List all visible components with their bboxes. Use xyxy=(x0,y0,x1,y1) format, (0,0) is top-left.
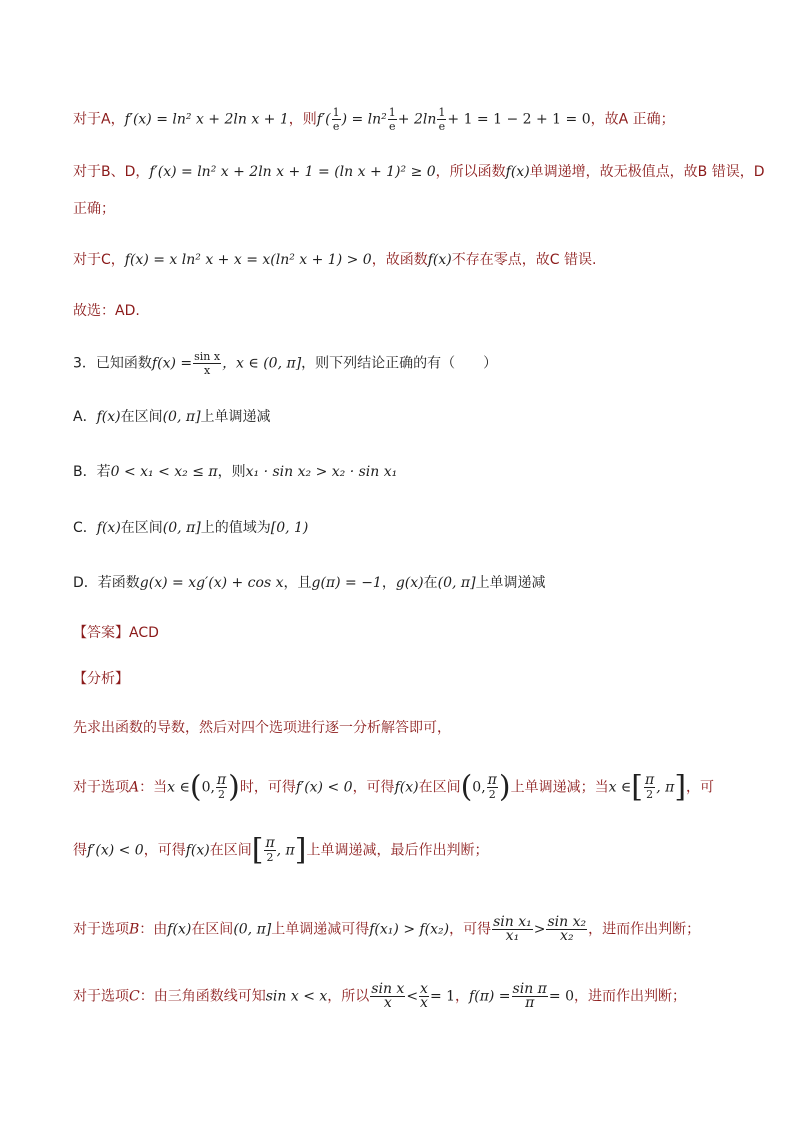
formula: + 2ln xyxy=(397,111,437,128)
paren-left: ( xyxy=(460,769,473,805)
fraction-numerator: x xyxy=(420,981,428,997)
formula: f′(x) < 0 xyxy=(87,842,144,859)
formula: 0 < x₁ < x₂ ≤ π xyxy=(110,464,218,480)
option-letter: C xyxy=(129,988,140,1005)
fraction-denominator: π xyxy=(525,995,535,1011)
bracket-left: [ xyxy=(631,769,644,805)
fraction-denominator: 2 xyxy=(266,851,274,864)
bracket-right: ] xyxy=(294,832,307,868)
fraction-numerator: 1 xyxy=(388,106,396,119)
solution-line-bd xyxy=(73,162,765,182)
formula: 0, xyxy=(201,779,215,796)
text: 得 xyxy=(73,842,87,859)
fraction-numerator: π xyxy=(265,835,275,851)
solution-line-a xyxy=(73,106,675,133)
question-suffix: ，则下列结论正确的有（ ） xyxy=(301,355,498,372)
paren-left: ( xyxy=(189,769,202,805)
formula: f(x) xyxy=(185,842,210,859)
text: 对于选项 xyxy=(73,921,129,938)
fraction-denominator: e xyxy=(438,120,446,133)
question-prefix: 3．已知函数 xyxy=(73,355,152,372)
fraction-denominator: x₂ xyxy=(560,928,574,944)
formula: f′(x) = ln² x + 2ln x + 1 = (ln x + 1)² ≥ 0 xyxy=(149,164,436,180)
analysis-option-a-continued xyxy=(73,832,489,868)
text: ， xyxy=(455,988,470,1005)
analysis-heading xyxy=(73,669,129,689)
option-label: C． xyxy=(73,520,97,536)
fraction-numerator: sin π xyxy=(512,981,547,997)
text: 在区间 xyxy=(120,409,163,425)
formula: g(x) xyxy=(395,575,424,591)
text: ，所以 xyxy=(327,988,370,1005)
text: ，可得 xyxy=(143,842,186,859)
text: ，且 xyxy=(283,575,312,591)
paren-right: ) xyxy=(228,769,240,805)
formula: ) = ln² xyxy=(341,111,387,128)
fraction-denominator: e xyxy=(332,120,340,133)
fraction xyxy=(644,774,655,801)
formula: f(x) = x ln² x + x = x(ln² x + 1) > 0 xyxy=(124,252,372,268)
fraction xyxy=(332,106,341,133)
text-suffix: 单调递增，故无极值点，故B 错误，D xyxy=(529,164,765,180)
text: ，可得 xyxy=(449,921,492,938)
formula: f(x₁) > f(x₂) xyxy=(369,921,450,938)
fraction-numerator: sin x₁ xyxy=(493,914,532,930)
text-prefix: 对于B、D， xyxy=(73,164,150,180)
fraction xyxy=(264,837,275,864)
formula: g(π) = −1 xyxy=(311,575,382,591)
text: 上的值域为 xyxy=(200,520,271,536)
fraction-denominator: 2 xyxy=(646,788,654,801)
text: 在 xyxy=(423,575,438,591)
text: ，可得 xyxy=(352,779,395,796)
fraction-denominator: x xyxy=(383,995,392,1011)
fraction xyxy=(437,106,446,133)
formula: = 0 xyxy=(548,988,574,1005)
text-prefix: 对于A， xyxy=(73,111,125,128)
solution-line-continued xyxy=(73,199,115,219)
fraction-denominator: x xyxy=(420,995,428,1011)
text: 上单调递减可得 xyxy=(271,921,370,938)
formula: f′(x) < 0 xyxy=(295,779,353,796)
fraction xyxy=(370,983,405,1010)
text-prefix: 对于C， xyxy=(73,252,125,268)
text: 上单调递减 xyxy=(200,409,271,425)
formula: f(x) xyxy=(505,164,530,180)
question-3 xyxy=(73,350,497,377)
option-label: B．若 xyxy=(73,464,111,480)
conclusion-line xyxy=(73,301,140,321)
fraction xyxy=(546,916,587,943)
formula: [0, 1) xyxy=(270,520,309,536)
formula: (0, π] xyxy=(233,921,272,938)
fraction-denominator: 2 xyxy=(488,788,496,801)
fraction-numerator: 1 xyxy=(332,106,340,119)
text: 上单调递减，最后作出判断； xyxy=(306,842,489,859)
formula: g(x) = xg′(x) + cos x xyxy=(139,575,284,591)
solution-line-c xyxy=(73,250,596,270)
formula: x ∈ xyxy=(167,779,190,796)
fraction-denominator: 2 xyxy=(218,788,226,801)
formula: x₁ · sin x₂ > x₂ · sin x₁ xyxy=(245,464,398,480)
option-label: A． xyxy=(73,409,97,425)
analysis-option-b xyxy=(73,916,700,943)
formula: = 1 xyxy=(429,988,456,1005)
fraction xyxy=(512,983,548,1010)
text: 在区间 xyxy=(418,779,461,796)
fraction-numerator: π xyxy=(216,772,227,788)
answer-value: ACD xyxy=(129,625,159,641)
operator: < xyxy=(406,988,419,1005)
formula: sin x < x xyxy=(265,988,328,1005)
text: 故选：AD. xyxy=(73,303,140,319)
analysis-option-a xyxy=(73,769,715,805)
fraction xyxy=(419,983,429,1010)
formula: (0, π] xyxy=(162,520,201,536)
text: ，则 xyxy=(217,464,246,480)
formula: f(x) xyxy=(96,520,121,536)
text: ，进而作出判断； xyxy=(588,921,701,938)
formula: (0, π] xyxy=(162,409,201,425)
text: 先求出函数的导数，然后对四个选项进行逐一分析解答即可， xyxy=(73,720,451,736)
paren-right: ) xyxy=(498,769,511,805)
text: 上单调递减；当 xyxy=(510,779,609,796)
text: ：由三角函数线可知 xyxy=(139,988,266,1005)
formula: , π xyxy=(276,842,295,859)
text-suffix: ，故A 正确； xyxy=(590,111,675,128)
formula: f(x) xyxy=(394,779,419,796)
formula: f(x) xyxy=(96,409,121,425)
text: ：由 xyxy=(139,921,168,938)
fraction-numerator: π xyxy=(487,772,497,788)
formula: 0, xyxy=(472,779,486,796)
text: 在区间 xyxy=(120,520,163,536)
option-label: D．若函数 xyxy=(73,575,140,591)
formula: f(x) = xyxy=(151,355,193,372)
answer-label: 【答案】 xyxy=(73,625,129,641)
formula: (0, π] xyxy=(437,575,476,591)
formula: , π xyxy=(656,779,675,796)
fraction-numerator: 1 xyxy=(438,106,446,119)
text: ，则 xyxy=(288,111,317,128)
option-a xyxy=(73,407,271,427)
fraction xyxy=(193,350,221,377)
formula: f(x) xyxy=(427,252,452,268)
option-b xyxy=(73,462,397,482)
fraction-denominator: x₁ xyxy=(505,928,520,944)
text: 在区间 xyxy=(191,921,234,938)
fraction xyxy=(216,774,227,801)
text: 上单调递减 xyxy=(475,575,546,591)
analysis-intro xyxy=(73,718,451,738)
formula: f′(x) = ln² x + 2ln x + 1 xyxy=(124,111,289,128)
option-letter: A xyxy=(129,779,140,796)
text: ， xyxy=(381,575,396,591)
text: 正确； xyxy=(73,201,115,217)
fraction xyxy=(492,916,533,943)
bracket-right: ] xyxy=(674,769,687,805)
text: 时，可得 xyxy=(239,779,296,796)
fraction xyxy=(388,106,397,133)
text: 对于选项 xyxy=(73,988,129,1005)
fraction-denominator: x xyxy=(203,364,211,377)
formula: f(x) xyxy=(167,921,192,938)
fraction-numerator: sin x xyxy=(371,981,405,997)
option-d xyxy=(73,573,546,593)
formula: ，x ∈ (0, π] xyxy=(222,355,302,372)
formula: f(π) = xyxy=(469,988,511,1005)
text: ，进而作出判断； xyxy=(573,988,686,1005)
analysis-label: 【分析】 xyxy=(73,671,129,687)
fraction-denominator: e xyxy=(389,120,396,133)
bracket-left: [ xyxy=(251,832,264,868)
formula: x ∈ xyxy=(608,779,632,796)
operator: > xyxy=(533,921,546,938)
text: ，故函数 xyxy=(371,252,428,268)
answer-line xyxy=(73,623,159,643)
fraction-numerator: sin x xyxy=(194,350,221,363)
text: 在区间 xyxy=(209,842,252,859)
fraction-numerator: π xyxy=(645,772,655,788)
analysis-option-c xyxy=(73,983,686,1010)
fraction xyxy=(487,774,498,801)
fraction-numerator: sin x₂ xyxy=(547,914,587,930)
option-c xyxy=(73,518,308,538)
text: ：当 xyxy=(139,779,168,796)
text-suffix: 不存在零点，故C 错误. xyxy=(451,252,597,268)
text: 对于选项 xyxy=(73,779,129,796)
option-letter: B xyxy=(129,921,140,938)
text: ，所以函数 xyxy=(435,164,506,180)
text: ，可 xyxy=(686,779,715,796)
formula: f′( xyxy=(316,111,331,128)
formula: + 1 = 1 − 2 + 1 = 0 xyxy=(447,111,591,128)
